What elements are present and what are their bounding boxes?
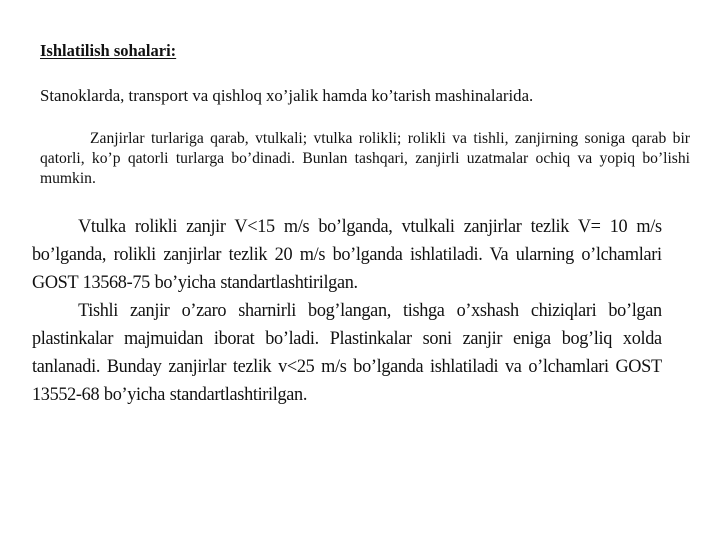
usage-areas-text: Stanoklarda, transport va qishloq xo’jalik hamda ko’tarish mashinalarida. (40, 86, 534, 105)
chain-speed-section (32, 213, 662, 409)
chain-types-paragraph: Zanjirlar turlariga qarab, vtulkali; vtulka rolikli; rolikli va tishli, zanjirning soniga qarab bir qatorli, ko’p qatorli turlarga bo’dinadi. Bunlan tashqari, zanjirli uzatmalar ochiq va yopiq bo’lishi mumkin. (40, 130, 690, 187)
roller-chain-paragraph: Vtulka rolikli zanjir V<15 m/s bo’lganda, vtulkali zanjirlar tezlik V= 10 m/s bo’lganda, rolikli zanjirlar tezlik 20 m/s bo’lganda ishlatiladi. Va ularning o’lchamlari GOST 13568-75 bo’yicha standartlashtirilgan. (32, 216, 662, 293)
section-heading: Ishlatilish sohalari: (40, 41, 177, 60)
toothed-chain-paragraph: Tishli zanjir o’zaro sharnirli bog’langan, tishga o’xshash chiziqlari bo’lgan plastinkalar majmuidan iborat bo’ladi. Plastinkalar soni zanjir eniga bog’liq xolda tanlanadi. Bunday zanjirlar tezlik v<25 m/s bo’lganda ishlatiladi va o’lchamlari GOST 13552-68 bo’yicha standartlashtirilgan. (32, 300, 662, 405)
